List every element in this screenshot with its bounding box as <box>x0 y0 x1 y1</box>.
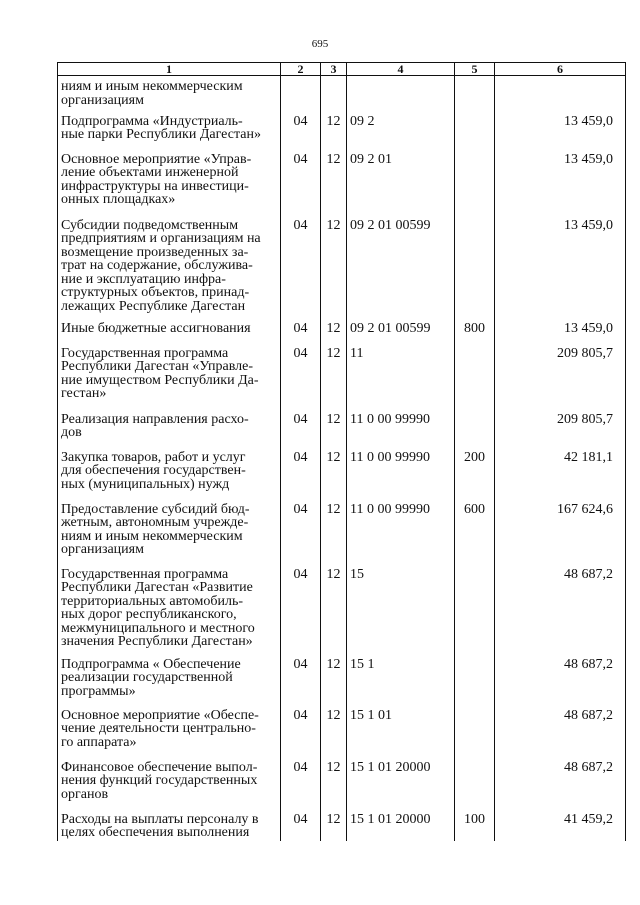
section-code: 04 <box>281 761 321 813</box>
target-article-code: 09 2 <box>347 115 455 153</box>
target-article-code: 15 <box>347 568 455 658</box>
amount: 13 459,0 <box>495 219 626 322</box>
row-name <box>58 503 281 568</box>
table-row <box>58 219 626 322</box>
section-code: 04 <box>281 451 321 503</box>
table-row <box>58 451 626 503</box>
row-name-line: ние и эксплуатацию инфра- <box>61 271 226 287</box>
amount: 48 687,2 <box>495 709 626 761</box>
section-code: 04 <box>281 153 321 219</box>
row-name-line: Иные бюджетные ассигнования <box>61 320 251 336</box>
amount: 209 805,7 <box>495 347 626 413</box>
row-name <box>58 813 281 841</box>
row-name-line: ниям и иным некоммерческим <box>61 528 243 544</box>
section-code: 04 <box>281 709 321 761</box>
row-name-line: Республики Дагестан «Управле- <box>61 359 254 374</box>
section-code: 04 <box>281 813 321 841</box>
row-name-line: гестан» <box>61 386 107 401</box>
subsection-code: 12 <box>321 761 347 813</box>
row-name <box>58 413 281 451</box>
target-article-code: 09 2 01 00599 <box>347 219 455 322</box>
amount: 13 459,0 <box>495 322 626 347</box>
subsection-code: 12 <box>321 813 347 841</box>
row-name-line: чение деятельности центрально- <box>61 721 256 736</box>
expense-type-code <box>455 658 495 709</box>
expense-type-code <box>455 347 495 413</box>
amount: 13 459,0 <box>495 115 626 153</box>
table-row <box>58 503 626 568</box>
amount: 42 181,1 <box>495 451 626 503</box>
target-article-code: 09 2 01 00599 <box>347 322 455 347</box>
row-name-line: Закупка товаров, работ и услуг <box>61 449 246 465</box>
section-code: 04 <box>281 347 321 413</box>
row-name-line: Основное мероприятие «Обеспе- <box>61 707 259 723</box>
page-number: 695 <box>311 38 329 50</box>
subsection-code: 12 <box>321 413 347 451</box>
amount: 209 805,7 <box>495 413 626 451</box>
row-name-line: ные парки Республики Дагестан» <box>61 127 261 142</box>
row-name-line: предприятиям и организациям на <box>61 231 261 246</box>
row-name-line: организациям <box>61 542 144 557</box>
table-row <box>58 568 626 658</box>
row-name <box>58 153 281 219</box>
row-name-line: Подпрограмма « Обеспечение <box>61 656 241 672</box>
section-code: 04 <box>281 413 321 451</box>
row-name-line: лежащих Республике Дагестан <box>61 298 246 314</box>
row-name-line: го аппарата» <box>61 734 137 750</box>
row-name <box>58 658 281 709</box>
expense-type-code <box>455 219 495 322</box>
row-name-line: дов <box>61 425 82 440</box>
row-name-line: Государственная программа <box>61 345 229 361</box>
amount: 48 687,2 <box>495 568 626 658</box>
table-row <box>58 347 626 413</box>
subsection-code: 12 <box>321 568 347 658</box>
subsection-code: 12 <box>321 347 347 413</box>
subsection-code: 12 <box>321 658 347 709</box>
budget-table <box>57 62 626 841</box>
section-code: 04 <box>281 115 321 153</box>
row-name <box>58 115 281 153</box>
subsection-code: 12 <box>321 503 347 568</box>
row-name-line: структурных объектов, принад- <box>61 285 250 300</box>
column-header: 1 <box>58 63 281 76</box>
table-row <box>58 761 626 813</box>
expense-type-code <box>455 761 495 813</box>
column-header: 3 <box>321 63 347 76</box>
amount: 48 687,2 <box>495 658 626 709</box>
expense-type-code <box>455 115 495 153</box>
row-name-line: ние имуществом Республики Да- <box>61 372 259 388</box>
row-name-line: целях обеспечения выполнения <box>61 825 250 840</box>
row-name-line: онных площадках» <box>61 192 176 207</box>
subsection-code: 12 <box>321 153 347 219</box>
expense-type-code <box>455 568 495 658</box>
row-name-line: Основное мероприятие «Управ- <box>61 151 252 167</box>
table-row <box>58 658 626 709</box>
row-name <box>58 568 281 658</box>
target-article-code: 15 1 01 20000 <box>347 813 455 841</box>
row-name-line: возмещение произведенных за- <box>61 244 249 260</box>
row-name-line: для обеспечения государствен- <box>61 463 246 478</box>
row-name-line: реализации государственной <box>61 670 233 685</box>
row-name-line: значения Республики Дагестан» <box>61 634 253 649</box>
amount: 41 459,2 <box>495 813 626 841</box>
expense-type-code: 600 <box>455 503 495 568</box>
column-header: 2 <box>281 63 321 76</box>
row-name <box>58 761 281 813</box>
row-name-line: Субсидии подведомственным <box>61 217 239 233</box>
column-header: 5 <box>455 63 495 76</box>
expense-type-code <box>455 76 495 115</box>
row-name-line: ление объектами инженерной <box>61 165 239 180</box>
row-name-line: межмуниципального и местного <box>61 620 255 636</box>
subsection-code <box>321 76 347 115</box>
subsection-code: 12 <box>321 115 347 153</box>
row-name-line: Реализация направления расхо- <box>61 411 249 427</box>
column-header: 4 <box>347 63 455 76</box>
target-article-code: 15 1 <box>347 658 455 709</box>
row-name-line: трат на содержание, обслужива- <box>61 258 253 273</box>
expense-type-code <box>455 709 495 761</box>
row-name-line: Подпрограмма «Индустриаль- <box>61 113 243 129</box>
section-code: 04 <box>281 568 321 658</box>
amount: 13 459,0 <box>495 153 626 219</box>
subsection-code: 12 <box>321 219 347 322</box>
table-row <box>58 709 626 761</box>
row-name-line: Республики Дагестан «Развитие <box>61 580 253 595</box>
header-row <box>58 63 626 76</box>
section-code: 04 <box>281 658 321 709</box>
row-name-line: ных дорог республиканского, <box>61 607 237 622</box>
subsection-code: 12 <box>321 709 347 761</box>
section-code: 04 <box>281 219 321 322</box>
row-name-line: органов <box>61 786 109 802</box>
row-name-line: ных (муниципальных) нужд <box>61 476 230 492</box>
section-code: 04 <box>281 322 321 347</box>
table-row <box>58 813 626 841</box>
row-name <box>58 219 281 322</box>
target-article-code: 15 1 01 20000 <box>347 761 455 813</box>
target-article-code: 11 0 00 99990 <box>347 413 455 451</box>
row-name-line: Государственная программа <box>61 566 229 582</box>
table-row <box>58 322 626 347</box>
target-article-code: 15 1 01 <box>347 709 455 761</box>
row-name-line: Расходы на выплаты персоналу в <box>61 811 259 827</box>
row-name-line: программы» <box>61 683 136 699</box>
amount <box>495 76 626 115</box>
target-article-code: 11 0 00 99990 <box>347 451 455 503</box>
row-name-line: Финансовое обеспечение выпол- <box>61 759 258 775</box>
row-name-line: Предоставление субсидий бюд- <box>61 501 250 517</box>
section-code <box>281 76 321 115</box>
row-name-line: территориальных автомобиль- <box>61 593 244 609</box>
row-name-line: инфраструктуры на инвестици- <box>61 178 249 194</box>
table-row <box>58 76 626 115</box>
target-article-code: 09 2 01 <box>347 153 455 219</box>
row-name <box>58 709 281 761</box>
target-article-code <box>347 76 455 115</box>
subsection-code: 12 <box>321 322 347 347</box>
column-header: 6 <box>495 63 626 76</box>
table-row <box>58 413 626 451</box>
subsection-code: 12 <box>321 451 347 503</box>
table-row <box>58 115 626 153</box>
row-name <box>58 451 281 503</box>
row-name <box>58 76 281 115</box>
expense-type-code <box>455 153 495 219</box>
amount: 167 624,6 <box>495 503 626 568</box>
row-name <box>58 322 281 347</box>
expense-type-code: 800 <box>455 322 495 347</box>
target-article-code: 11 0 00 99990 <box>347 503 455 568</box>
section-code: 04 <box>281 503 321 568</box>
row-name-line: нения функций государственных <box>61 773 258 788</box>
amount: 48 687,2 <box>495 761 626 813</box>
row-name <box>58 347 281 413</box>
expense-type-code: 200 <box>455 451 495 503</box>
table-row <box>58 153 626 219</box>
row-name-line: ниям и иным некоммерческим <box>61 79 243 94</box>
expense-type-code <box>455 413 495 451</box>
expense-type-code: 100 <box>455 813 495 841</box>
row-name-line: жетным, автономным учрежде- <box>61 515 249 530</box>
row-name-line: организациям <box>61 92 144 108</box>
target-article-code: 11 <box>347 347 455 413</box>
